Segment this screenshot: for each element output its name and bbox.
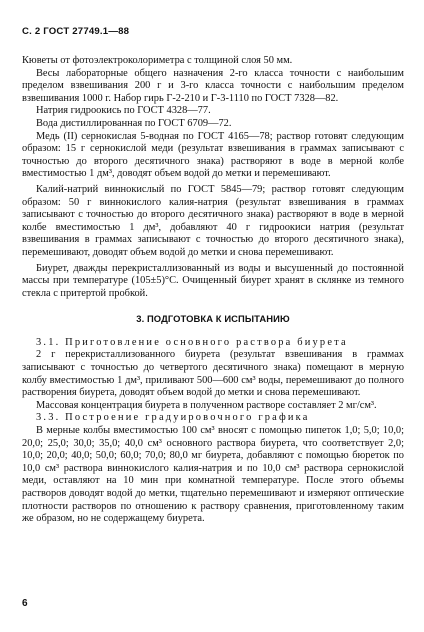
paragraph-potassium-sodium-tartrate: Калий-натрий виннокислый по ГОСТ 5845—79; раствор готовят следующим образом: 50 г виннокислого калия-натрия (результат взвешивания в граммах записывают с точностью до второго десятичного знака) растворяют в воде в мерной колбе вместимостью 1 дм³, добавляют 40 г гидроокиси натрия (результат взвешивания в граммах записывают с точностью до второго десятичного знака), перемешивают, доводят объем водой до метки и снова перемешивают. (22, 183, 404, 258)
subsection-3-3-paragraph: В мерные колбы вместимостью 100 см³ вносят с помощью пипеток 1,0; 5,0; 10,0; 20,0; 25,0; 30,0; 35,0; 40,0 см³ основного раствора биурета, что соответствует 2,0; 10,0; 20,0; 40,0; 50,0; 60,0; 70,0; 80,0 мг биурета, добавляют с помощью бюреток по 10,0 см³ раствора виннокислого калия-натрия и по 10,0 см³ раствора сернокислой меди, оставляют на 10 мин при комнатной температуре. После этого объемы растворов доводят водой до метки, тщательно перемешивают и измеряют оптические плотности растворов по отношению к раствору сравнения, приготовленному таким же образом, но не содержащему биурета. (22, 425, 404, 525)
subsection-3-3-heading: 3.3. Построение градуировочного графика (36, 412, 310, 424)
paragraph-cuvettes: Кюветы от фотоэлектроколориметра с толщиной слоя 50 мм. (22, 55, 293, 66)
paragraph-scales: Весы лабораторные общего назначения 2-го класса точности с наибольшим пределом взвешивания 200 г и 3-го класса точности с наибольшим пределом взвешивания 1000 г. Набор гирь Г-2-210 и Г-3-1110 по ГОСТ 7328—82. (22, 67, 404, 104)
subsection-3-1-concentration: Массовая концентрация биурета в полученном растворе составляет 2 мг/см³. (36, 399, 377, 411)
document-body (22, 55, 404, 526)
paragraph-sodium-hydroxide: Натрия гидроокись по ГОСТ 4328—77. (36, 105, 211, 117)
paragraph-distilled-water: Вода дистиллированная по ГОСТ 6709—72. (36, 117, 232, 129)
section-title: 3. ПОДГОТОВКА К ИСПЫТАНИЮ (136, 313, 290, 325)
paragraph-biuret: Биурет, дважды перекристаллизованный из воды и высушенный до постоянной массы при температуре (105±5)°С. Очищенный биурет хранят в склянке из темного стекла с притертой пробкой. (22, 262, 404, 299)
page-header: С. 2 ГОСТ 27749.1—88 (22, 26, 130, 37)
subsection-3-1-paragraph: 2 г перекристаллизованного биурета (результат взвешивания в граммах записывают с точностью до четвертого десятичного знака) помещают в мерную колбу вместимостью 1 дм³, приливают 500—600 см³ воды, перемешивают до полного растворения биурета, доводят объем водой до метки и снова перемешивают. (22, 349, 404, 399)
subsection-3-1-heading: 3.1. Приготовление основного раствора биурета (36, 336, 348, 348)
page-number: 6 (22, 598, 28, 609)
paragraph-copper-sulfate: Медь (II) сернокислая 5-водная по ГОСТ 4165—78; раствор готовят следующим образом: 15 г сернокислой меди (результат взвешивания в граммах записывают с точностью до второго десятичного знака) растворяют в воде в мерной колбе вместимостью 1 дм³, доводят объем водой до метки и перемешивают. (22, 130, 404, 180)
